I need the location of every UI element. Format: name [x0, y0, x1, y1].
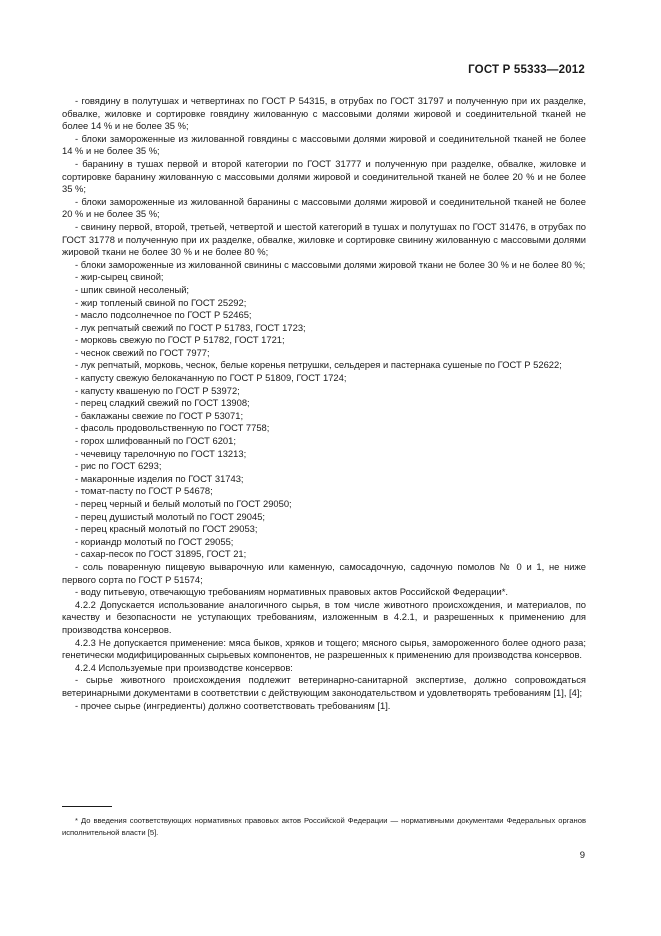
paragraph: - говядину в полутушах и четвертинах по ГОСТ Р 54315, в отрубах по ГОСТ 31797 и полученную при их разделке, обвалке, жиловке и сортировке говядину жилованную с массовыми долями жировой и соединительной тканей не более 14 % и не более 35 %; [62, 95, 586, 132]
paragraph: - прочее сырье (ингредиенты) должно соответствовать требованиям [1]. [75, 699, 391, 711]
paragraph: - жир-сырец свиной; [75, 271, 164, 283]
paragraph: - баклажаны свежие по ГОСТ Р 53071; [75, 409, 244, 421]
paragraph: - перец черный и белый молотый по ГОСТ 29050; [75, 498, 292, 509]
paragraph: - блоки замороженные из жилованной свинины с массовыми долями жировой ткани не более 30 % и не более 80 %; [75, 258, 586, 270]
page-number: 9 [579, 850, 585, 861]
paragraph: - фасоль продовольственную по ГОСТ 7758; [75, 422, 270, 434]
section-4-2-4: 4.2.4 Используемые при производстве консервов: [75, 661, 293, 673]
paragraph: - сахар-песок по ГОСТ 31895, ГОСТ 21; [75, 548, 247, 560]
paragraph: - рис по ГОСТ 6293; [75, 460, 162, 472]
paragraph: - блоки замороженные из жилованной баранины с массовыми долями жировой и соединительной тканей не более 20 % и не более 35 %; [62, 195, 586, 220]
paragraph: - свинину первой, второй, третьей, четвертой и шестой категорий в тушах и полутушах по ГОСТ 31476, в отрубах по ГОСТ 31778 и полученную при их разделке, обвалке, жиловке и сортировке свинину жилованную с массовыми долями жировой ткани не более 30 % и не более 80 %; [62, 220, 586, 258]
paragraph: - жир топленый свиной по ГОСТ 25292; [75, 296, 247, 308]
paragraph: - блоки замороженные из жилованной говядины с массовыми долями жировой и соединительной тканей не более 14 % и не более 35 %; [62, 132, 586, 157]
paragraph: - перец красный молотый по ГОСТ 29053; [75, 523, 258, 535]
paragraph: - масло подсолнечное по ГОСТ Р 52465; [75, 309, 252, 321]
paragraph: - чеснок свежий по ГОСТ 7977; [75, 346, 210, 358]
paragraph: - лук репчатый, морковь, чеснок, белые коренья петрушки, сельдерея и пастернака сушеные по ГОСТ Р 52622; [75, 359, 562, 371]
paragraph: - воду питьевую, отвечающую требованиям нормативных правовых актов Российской Федерации*. [75, 586, 508, 598]
paragraph: - горох шлифованный по ГОСТ 6201; [75, 435, 236, 447]
paragraph: - капусту квашеную по ГОСТ Р 53972; [75, 384, 240, 396]
paragraph: - перец душистый молотый по ГОСТ 29045; [75, 510, 266, 522]
paragraph: - перец сладкий свежий по ГОСТ 13908; [75, 397, 250, 409]
footnote [62, 815, 586, 839]
footnote-text: * До введения соответствующих нормативных правовых актов Российской Федерации — нормативными документами Федеральных органов исполнительной власти [5]. [62, 816, 586, 837]
paragraph: - кориандр молотый по ГОСТ 29055; [75, 535, 234, 547]
paragraph: - морковь свежую по ГОСТ Р 51782, ГОСТ 1721; [75, 334, 285, 346]
paragraph: - лук репчатый свежий по ГОСТ Р 51783, ГОСТ 1723; [75, 321, 306, 333]
paragraph: - томат-пасту по ГОСТ Р 54678; [75, 485, 213, 497]
footnote-separator [62, 806, 112, 807]
paragraph: - капусту свежую белокачанную по ГОСТ Р 51809, ГОСТ 1724; [75, 372, 347, 384]
document-body [62, 95, 586, 712]
paragraph: - шпик свиной несоленый; [75, 283, 190, 295]
paragraph: - соль поваренную пищевую выварочную или каменную, самосадочную, садочную помолов № 0 и 1, не ниже первого сорта по ГОСТ Р 51574; [62, 560, 586, 585]
paragraph: - баранину в тушах первой и второй категории по ГОСТ 31777 и полученную при разделке, обвалке, жиловке и сортировке баранину жилованную с массовыми долями жировой и соединительной тканей не более 20 % и не более 35 %; [62, 157, 586, 195]
paragraph: - чечевицу тарелочную по ГОСТ 13213; [75, 447, 247, 459]
paragraph: - сырье животного происхождения подлежит ветеринарно-санитарной экспертизе, должно сопровождаться ветеринарными документами в соответствии с действующим законодательством и удовлетворять требованиям [1], [4]; [62, 674, 586, 698]
section-4-2-2: 4.2.2 Допускается использование аналогичного сырья, в том числе животного происхождения, и материалов, по качеству и безопасности не уступающих требованиям, изложенным в 4.2.1, и разрешенных к применению для производства консервов. [62, 598, 586, 635]
document-header: ГОСТ Р 55333—2012 [468, 64, 585, 76]
section-4-2-3: 4.2.3 Не допускается применение: мяса быков, хряков и тощего; мясного сырья, замороженного более одного раза; генетически модифицированных сырьевых компонентов, не разрешенных к применению для производства консервов. [62, 636, 586, 661]
paragraph: - макаронные изделия по ГОСТ 31743; [75, 472, 244, 484]
